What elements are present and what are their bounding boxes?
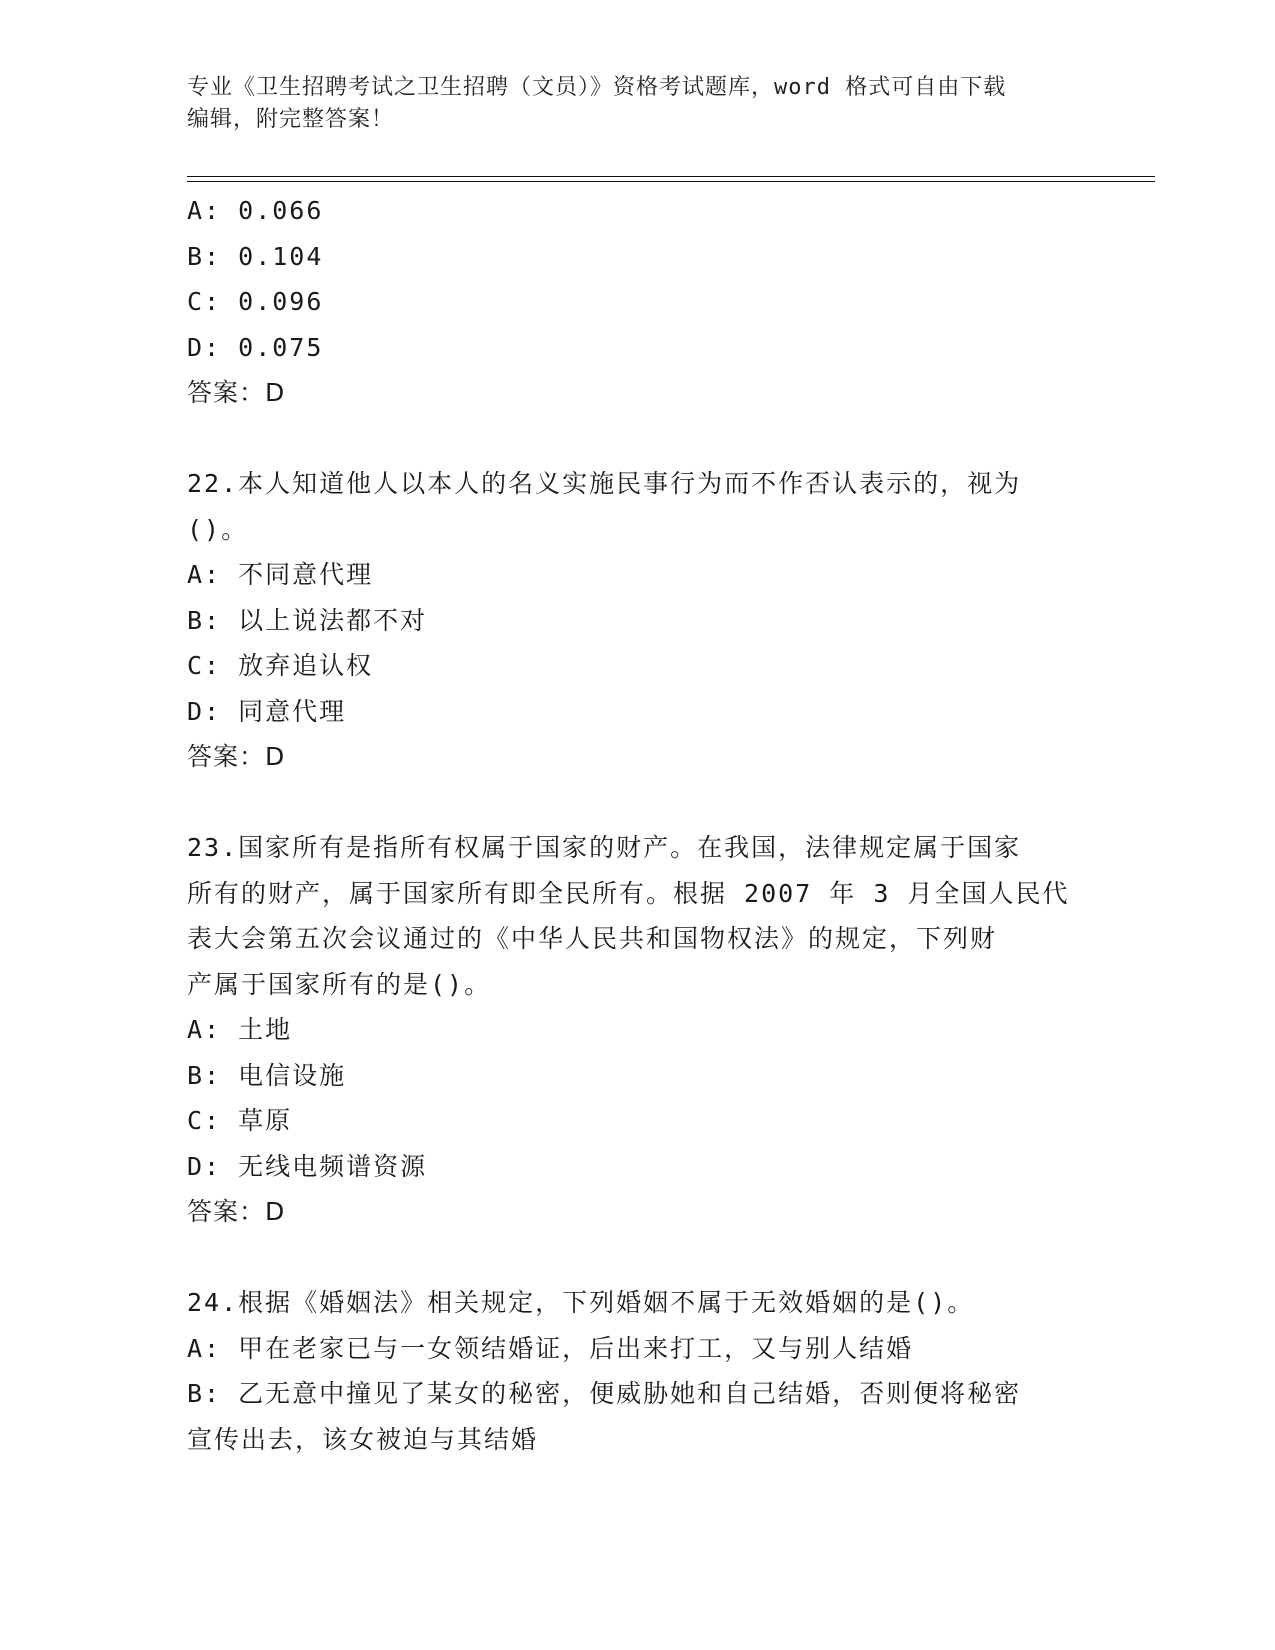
question-22: [187, 461, 1087, 780]
option-c: C: 草原: [187, 1106, 293, 1135]
option-b: B: 0.104: [187, 241, 324, 271]
option-d: D: 同意代理: [187, 696, 347, 726]
option-a: A: 0.066: [187, 196, 324, 225]
header-rule-top: [187, 176, 1155, 177]
spacer: [187, 1235, 1087, 1281]
question-stem: 产属于国家所有的是()。: [187, 969, 492, 999]
option-b: B: 电信设施: [187, 1060, 347, 1090]
option-d: D: 无线电频谱资源: [187, 1151, 428, 1181]
answer: 答案：D: [187, 1197, 286, 1226]
header-rule-bottom: [187, 181, 1155, 182]
answer: 答案：D: [187, 742, 286, 771]
question-list: [187, 188, 1087, 1462]
option-a: A: 甲在老家已与一女领结婚证，后出来打工，又与别人结婚: [187, 1333, 914, 1363]
spacer: [187, 780, 1087, 826]
question-stem: 表大会第五次会议通过的《中华人民共和国物权法》的规定，下列财: [187, 924, 998, 953]
question-stem: 所有的财产，属于国家所有即全民所有。根据 2007 年 3 月全国人民代: [187, 878, 1070, 908]
option-c: C: 0.096: [187, 287, 324, 316]
option-a: A: 不同意代理: [187, 560, 374, 589]
header-line-2: 编辑，附完整答案！: [187, 107, 395, 132]
document-header: [187, 72, 1087, 136]
option-d: D: 0.075: [187, 332, 324, 362]
option-a: A: 土地: [187, 1015, 293, 1044]
spacer: [187, 416, 1087, 462]
option-b-continued: 宣传出去，该女被迫与其结婚: [187, 1424, 539, 1454]
option-b: B: 乙无意中撞见了某女的秘密，便威胁她和自己结婚，否则便将秘密: [187, 1379, 1022, 1408]
header-line-1: 专业《卫生招聘考试之卫生招聘（文员）》资格考试题库，word 格式可自由下载: [187, 75, 1007, 100]
option-c: C: 放弃追认权: [187, 651, 374, 680]
answer: 答案：D: [187, 378, 286, 407]
question-24: [187, 1280, 1087, 1462]
question-23: [187, 825, 1087, 1235]
question-stem: 22.本人知道他人以本人的名义实施民事行为而不作否认表示的，视为: [187, 469, 1022, 498]
question-stem: 23.国家所有是指所有权属于国家的财产。在我国，法律规定属于国家: [187, 833, 1022, 862]
option-b: B: 以上说法都不对: [187, 605, 428, 635]
question-21: [187, 188, 1087, 416]
question-stem: ()。: [187, 514, 249, 544]
question-stem: 24.根据《婚姻法》相关规定，下列婚姻不属于无效婚姻的是()。: [187, 1288, 975, 1317]
